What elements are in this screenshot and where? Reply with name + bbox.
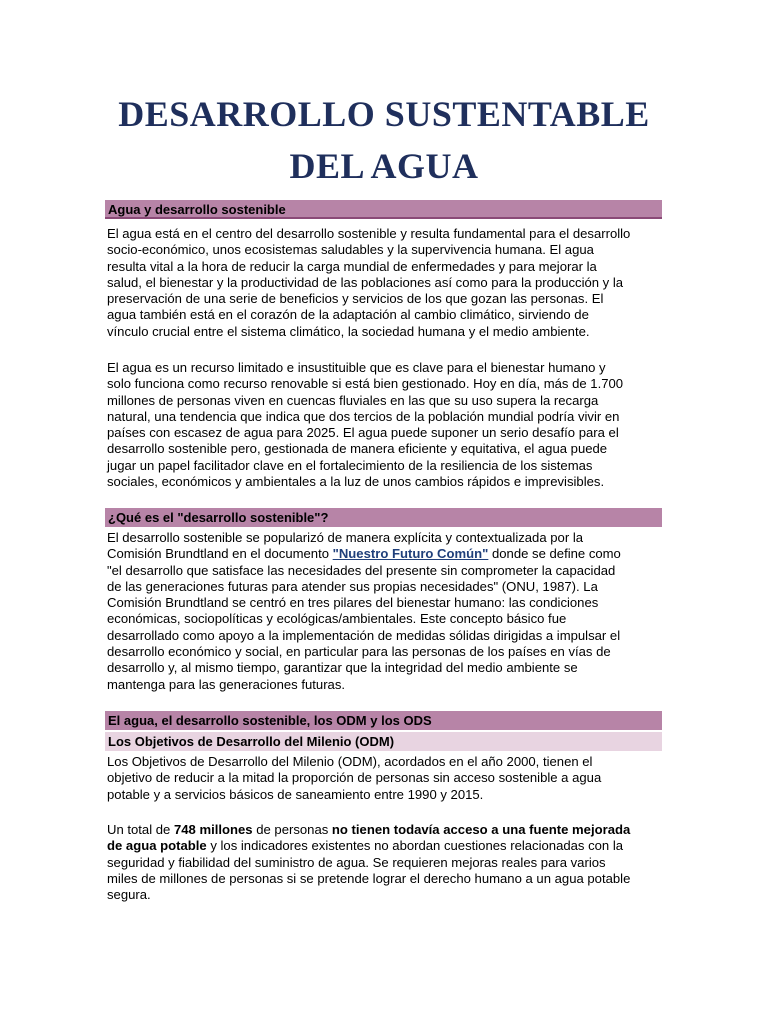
title-line-2: DEL AGUA xyxy=(289,146,479,186)
text-line: jugar un papel facilitador clave en el fortalecimiento de la resiliencia de los sistemas xyxy=(107,457,593,473)
text-line: segura. xyxy=(107,887,151,903)
section-heading-agua-desarrollo: Agua y desarrollo sostenible xyxy=(105,200,662,219)
text-line: solo funciona como recurso renovable si está bien gestionado. Hoy en día, más de 1.700 xyxy=(107,376,624,392)
section-heading-que-es: ¿Qué es el "desarrollo sostenible"? xyxy=(105,508,662,527)
title-line-1: DESARROLLO SUSTENTABLE xyxy=(118,94,650,134)
text-line: preservación de una serie de beneficios y servicios de los que gozan las personas. El xyxy=(107,291,604,307)
text-line: vínculo crucial entre el sistema climático, la sociedad humana y el medio ambiente. xyxy=(107,323,590,339)
text-line: desarrollo económico y social, en particular para las personas de los países en vías de xyxy=(107,644,611,660)
bold-fragment: de agua potable xyxy=(107,838,207,854)
bold-fragment: no tienen todavía acceso a una fuente mejorada xyxy=(331,822,631,837)
text-line: natural, una tendencia que indica que dos tercios de la población mundial podría vivir en xyxy=(107,408,620,424)
text-fragment: Comisión Brundtland en el documento xyxy=(107,546,333,562)
text-fragment: Un total de xyxy=(107,822,174,837)
text-line: sociales, económicos y ambientales a la luz de unos cambios rápidos e imprevisibles. xyxy=(107,474,605,490)
subsection-heading-odm: Los Objetivos de Desarrollo del Milenio (ODM) xyxy=(105,732,662,751)
text-line: de las generaciones futuras para atender sus propias necesidades" (ONU, 1987). La xyxy=(107,578,598,594)
text-line: millones de personas viven en cuencas fluviales en las que su uso supera la recarga xyxy=(107,392,599,408)
section-heading-odm-ods: El agua, el desarrollo sostenible, los ODM y los ODS xyxy=(105,711,662,730)
paragraph-4 xyxy=(107,754,663,803)
text-fragment: de personas xyxy=(252,822,332,837)
text-fragment: donde se define como xyxy=(488,546,621,562)
text-line: desarrollo sostenible pero, gestionada de manera eficiente y equitativa, el agua puede xyxy=(107,441,608,457)
text-line: económicas, sociopolíticas y ecológicas/ambientales. Este concepto básico fue xyxy=(107,611,567,627)
text-line: Los Objetivos de Desarrollo del Milenio (ODM), acordados en el año 2000, tienen el xyxy=(107,754,593,769)
paragraph-2 xyxy=(107,360,663,490)
paragraph-3 xyxy=(107,530,663,693)
text-line: El agua está en el centro del desarrollo sostenible y resulta fundamental para el desarrollo xyxy=(107,226,631,241)
bold-fragment: 748 millones xyxy=(173,822,253,837)
text-line: desarrollado como apoyo a la implementación de medidas sólidas dirigidas a impulsar el xyxy=(107,627,621,643)
nuestro-futuro-comun-link[interactable]: "Nuestro Futuro Común" xyxy=(332,546,489,562)
text-line: "el desarrollo que satisface las necesidades del presente sin comprometer la capacidad xyxy=(107,562,616,578)
text-line xyxy=(107,546,663,562)
text-line: seguridad y fiabilidad del suministro de agua. Se requieren mejoras reales para varios xyxy=(107,854,606,870)
text-line: socio-económico, unos ecosistemas saludables y la supervivencia humana. El agua xyxy=(107,242,594,258)
text-fragment: y los indicadores existentes no abordan cuestiones relacionadas con la xyxy=(206,838,624,854)
text-line: mantenga para las generaciones futuras. xyxy=(107,676,346,692)
text-line: Comisión Brundtland se centró en tres pilares del bienestar humano: las condiciones xyxy=(107,595,599,611)
text-line: miles de millones de personas si se pretende lograr el derecho humano a un agua potable xyxy=(107,870,631,886)
text-line: resulta vital a la hora de reducir la carga mundial de enfermedades y para mejorar la xyxy=(107,258,597,274)
text-line: salud, el bienestar y la productividad de las poblaciones así como para la producción y la xyxy=(107,274,624,290)
text-line: objetivo de reducir a la mitad la proporción de personas sin acceso sostenible a agua xyxy=(107,770,602,786)
paragraph-5 xyxy=(107,822,663,903)
text-line xyxy=(107,838,663,854)
text-line: desarrollo y, al mismo tiempo, garantizar que la integridad del medio ambiente se xyxy=(107,660,578,676)
text-line xyxy=(107,822,663,838)
paragraph-1 xyxy=(107,226,663,340)
page-title xyxy=(0,88,768,192)
text-line: El desarrollo sostenible se popularizó de manera explícita y contextualizada por la xyxy=(107,530,584,545)
text-line: El agua es un recurso limitado e insustituible que es clave para el bienestar humano y xyxy=(107,360,606,375)
text-line: países con escasez de agua para 2025. El agua puede suponer un serio desafío para el xyxy=(107,425,619,441)
text-line: potable y a servicios básicos de saneamiento entre 1990 y 2015. xyxy=(107,786,484,802)
text-line: agua también está en el corazón de la adaptación al cambio climático, sirviendo de xyxy=(107,307,589,323)
